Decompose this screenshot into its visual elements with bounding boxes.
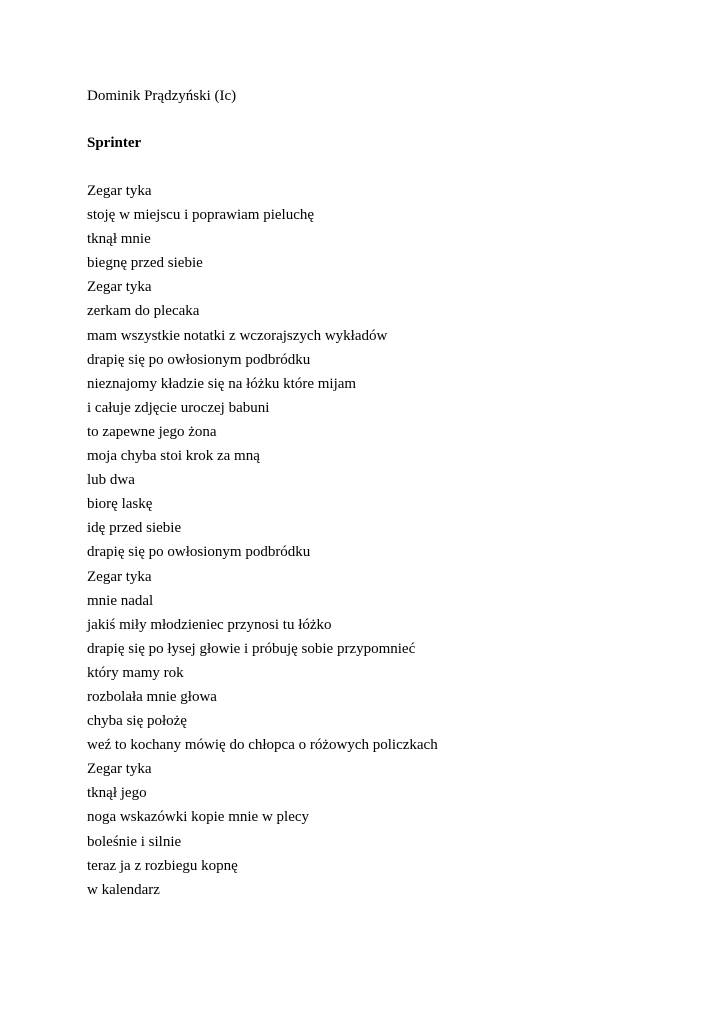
author-line: Dominik Prądzyński (Ic) (87, 88, 237, 104)
poem-line: Zegar tyka (87, 183, 152, 199)
poem-line: boleśnie i silnie (87, 833, 182, 850)
poem-line: moja chyba stoi krok za mną (87, 448, 260, 465)
poem-body (87, 179, 687, 902)
poem-line: weź to kochany mówię do chłopca o różowych policzkach (87, 737, 438, 754)
poem-line: w kalendarz (87, 881, 160, 898)
poem-line: jakiś miły młodzieniec przynosi tu łóżko (87, 616, 332, 633)
poem-line: i całuje zdjęcie uroczej babuni (87, 399, 270, 416)
poem-title: Sprinter (87, 135, 142, 151)
poem-line: to zapewne jego żona (87, 423, 217, 440)
poem-line: Zegar tyka (87, 279, 152, 296)
poem-line: drapię się po łysej głowie i próbuję sobie przypomnieć (87, 640, 416, 657)
poem-line: tknął jego (87, 785, 147, 802)
document-page (87, 86, 687, 902)
poem-line: lub dwa (87, 472, 135, 489)
poem-line: mam wszystkie notatki z wczorajszych wykładów (87, 327, 388, 344)
poem-line: drapię się po owłosionym podbródku (87, 544, 311, 561)
poem-line: teraz ja z rozbiegu kopnę (87, 857, 238, 874)
poem-line: tknął mnie (87, 231, 151, 248)
poem-line: drapię się po owłosionym podbródku (87, 351, 311, 368)
poem-line: stoję w miejscu i poprawiam pieluchę (87, 207, 315, 224)
poem-line: idę przed siebie (87, 520, 182, 537)
poem-line: zerkam do plecaka (87, 303, 200, 320)
poem-line: Zegar tyka (87, 761, 152, 778)
poem-line: który mamy rok (87, 664, 184, 681)
poem-line: nieznajomy kładzie się na łóżku które mijam (87, 375, 357, 392)
poem-line: biegnę przed siebie (87, 255, 203, 272)
poem-line: biorę laskę (87, 496, 153, 513)
poem-line: chyba się położę (87, 713, 187, 730)
poem-line: noga wskazówki kopie mnie w plecy (87, 809, 310, 826)
poem-line: Zegar tyka (87, 568, 152, 585)
poem-line: rozbolała mnie głowa (87, 688, 217, 705)
poem-line: mnie nadal (87, 592, 154, 609)
